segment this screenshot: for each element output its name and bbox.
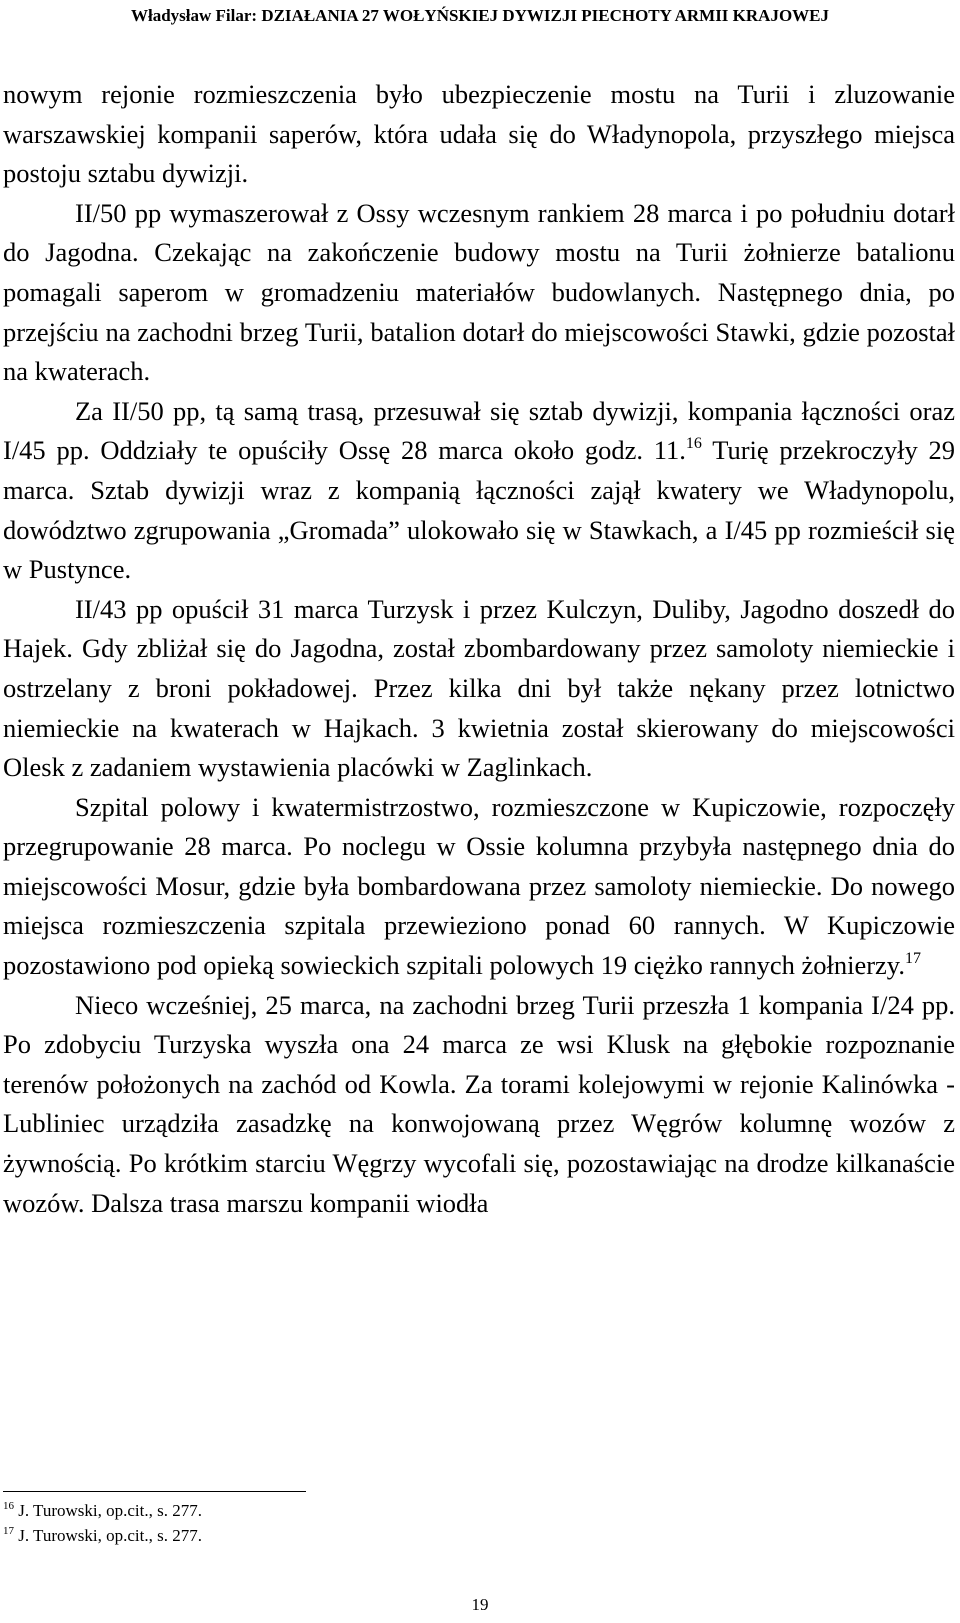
paragraph-5-text: Szpital polowy i kwatermistrzostwo, rozmieszczone w Kupiczowie, rozpoczęły przegrupowanie 28 marca. Po noclegu w Ossie kolumna przybyła następnego dnia do miejscowości Mosur, gdzie była bombardowana przez samoloty niemieckie. Do nowego miejsca rozmieszczenia szpitala przewieziono ponad 60 rannych. W Kupiczowie pozostawiono pod opieką sowieckich szpitali polowych 19 ciężko rannych żołnierzy. xyxy=(3,791,955,981)
footnote-number: 16 xyxy=(3,1500,14,1512)
paragraph-5 xyxy=(3,788,955,986)
paragraph-3-part-b: Turię przekroczyły 29 marca. Sztab dywizji wraz z kompanią łączności zajął kwatery we Władynopolu, dowództwo zgrupowania „Gromada” ulokowało się w Stawkach, a I/45 pp rozmieścił się w Pustynce. xyxy=(3,435,956,585)
footnote-17 xyxy=(3,1523,202,1548)
footnote-text: J. Turowski, op.cit., s. 277. xyxy=(18,1526,202,1545)
page-number: 19 xyxy=(471,1595,489,1614)
footnote-ref-17[interactable]: 17 xyxy=(904,950,921,968)
paragraph-6: Nieco wcześniej, 25 marca, na zachodni brzeg Turii przeszła 1 kompania I/24 pp. Po zdobyciu Turzyska wyszła ona 24 marca ze wsi Klusk na głębokie rozpoznanie terenów położonych na zachód od Kowla. Za torami kolejowymi w rejonie Kalinówka - Lubliniec urządziła zasadzkę na konwojowaną przez Węgrów kolumnę wozów z żywnością. Po krótkim starciu Węgrzy wycofali się, pozostawiając na drodze kilkanaście wozów. Dalsza trasa marszu kompanii wiodła xyxy=(3,989,955,1218)
paragraph-2: II/50 pp wymaszerował z Ossy wczesnym rankiem 28 marca i po południu dotarł do Jagodna. Czekając na zakończenie budowy mostu na Turii żołnierze batalionu pomagali saperom w gromadzeniu materiałów budowlanych. Następnego dnia, po przejściu na zachodni brzeg Turii, batalion dotarł do miejscowości Stawki, gdzie pozostał na kwaterach. xyxy=(3,197,955,387)
running-header: Władysław Filar: DZIAŁANIA 27 WOŁYŃSKIEJ DYWIZJI PIECHOTY ARMII KRAJOWEJ xyxy=(130,6,830,25)
footnote-number: 17 xyxy=(3,1525,14,1537)
paragraph-3-part-a: Za II/50 pp, tą samą trasą, przesuwał się sztab dywizji, kompania łączności oraz I/45 pp. Oddziały te opuściły Ossę 28 marca około godz. 11. xyxy=(3,395,955,466)
paragraph-4: II/43 pp opuścił 31 marca Turzysk i przez Kulczyn, Duliby, Jagodno doszedł do Hajek. Gdy zbliżał się do Jagodna, został zbombardowany przez samoloty niemieckie i ostrzelany z broni pokładowej. Przez kilka dni był także nękany przez lotnictwo niemieckie na kwaterach w Hajkach. 3 kwietnia został skierowany do miejscowości Olesk z zadaniem wystawienia placówki w Zaglinkach. xyxy=(3,593,955,783)
paragraph-3 xyxy=(3,392,955,590)
footnote-ref-16[interactable]: 16 xyxy=(685,435,702,453)
footnote-16 xyxy=(3,1498,202,1523)
body-text xyxy=(3,75,955,1223)
footnotes xyxy=(3,1498,202,1548)
paragraph-1: nowym rejonie rozmieszczenia było ubezpieczenie mostu na Turii i zluzowanie warszawskiej kompanii saperów, która udała się do Władynopola, przyszłego miejsca postoju sztabu dywizji. xyxy=(3,79,955,189)
footnote-text: J. Turowski, op.cit., s. 277. xyxy=(18,1501,202,1520)
footnote-separator xyxy=(3,1491,306,1492)
